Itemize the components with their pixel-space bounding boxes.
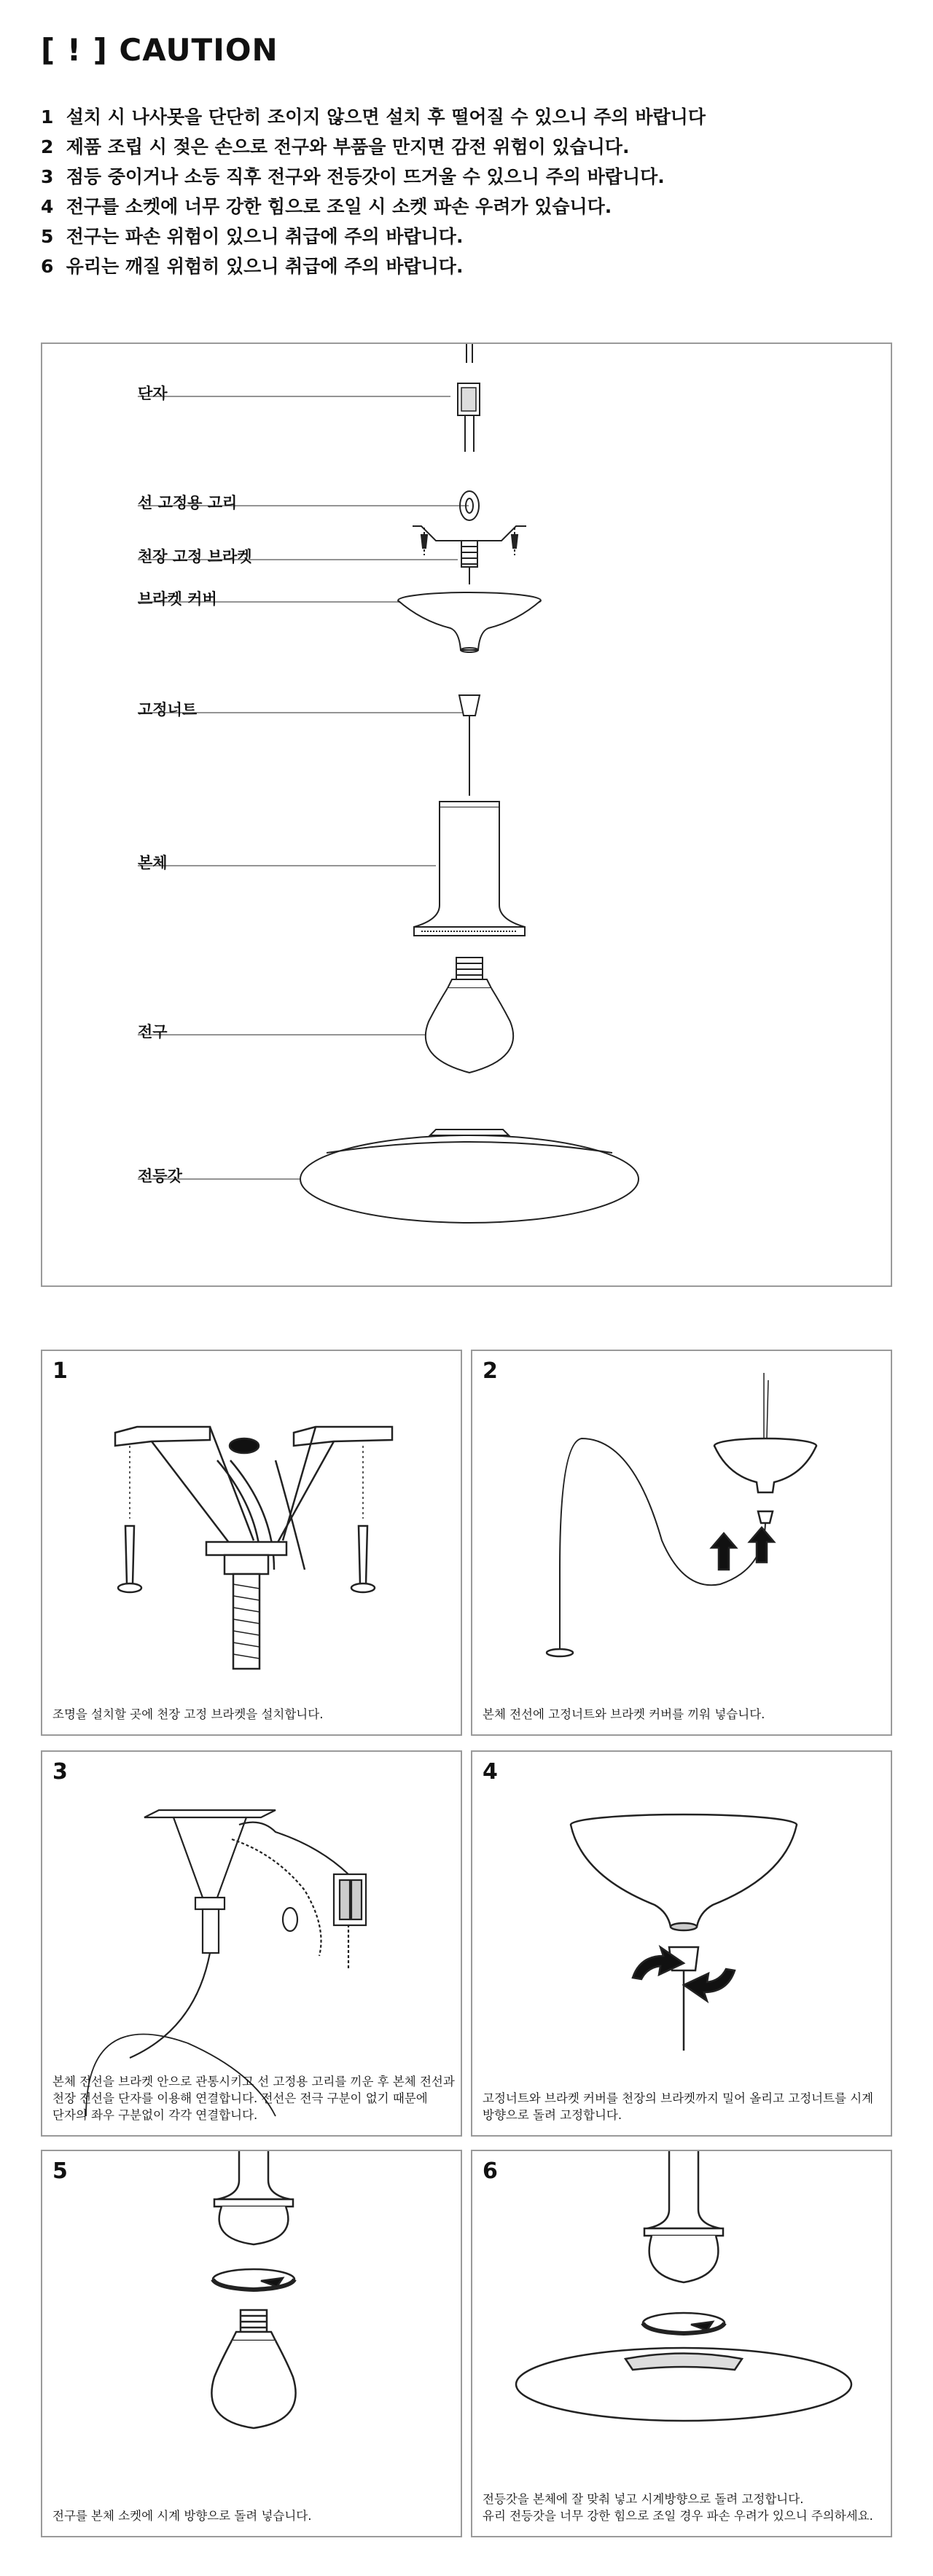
- part-label-fixing-nut: 고정너트: [138, 701, 198, 719]
- step-number: 5: [52, 2158, 68, 2184]
- step-caption: [52, 2073, 455, 2123]
- caution-title: [ ! ] CAUTION: [41, 32, 278, 68]
- caution-item: [41, 192, 706, 222]
- step-caption: [483, 1706, 881, 1723]
- fixing-nut-icon: [459, 695, 480, 796]
- part-label-ceiling-bracket: 천장 고정 브라켓: [138, 548, 252, 565]
- step-4-panel: [471, 1750, 892, 2137]
- lamp-body-icon: [414, 802, 525, 936]
- ceiling-wires-icon: [466, 344, 472, 363]
- caution-item: [41, 251, 706, 281]
- bulb-icon: [426, 958, 513, 1073]
- step-caption: [483, 2491, 881, 2524]
- part-label-shade: 전등갓: [138, 1167, 182, 1185]
- caution-item-text: 전구는 파손 위험이 있으니 취급에 주의 바랍니다.: [66, 226, 464, 247]
- shade-icon: [300, 1130, 639, 1223]
- caution-item-text: 유리는 깨질 위험히 있으니 취급에 주의 바랍니다.: [66, 256, 464, 277]
- caution-item-number: 4: [41, 196, 54, 217]
- step-caption-line: 단자의 좌우 구분없이 각각 연결합니다.: [52, 2108, 258, 2122]
- caution-item: [41, 132, 706, 162]
- step-caption-line: 조명을 설치할 곳에 천장 고정 브라켓을 설치합니다.: [52, 1707, 324, 1721]
- caution-item-text: 제품 조립 시 젖은 손으로 전구와 부품을 만지면 감전 위험이 있습니다.: [66, 136, 630, 157]
- caution-item: [41, 102, 706, 132]
- step-5-illustration: [42, 2151, 461, 2536]
- part-label-bulb: 전구: [138, 1023, 168, 1041]
- step-caption-line: 본체 전선을 브라켓 안으로 관통시키고 선 고정용 고리를 끼운 후 본체 전선과: [52, 2075, 455, 2088]
- exploded-view-illustration: [42, 344, 891, 1285]
- step-number: 3: [52, 1759, 68, 1785]
- caution-item-number: 6: [41, 256, 54, 277]
- caution-item-text: 전구를 소켓에 너무 강한 힘으로 조일 시 소켓 파손 우려가 있습니다.: [66, 196, 612, 217]
- step-5-panel: [41, 2150, 462, 2537]
- step-number: 2: [483, 1358, 498, 1384]
- step-1-panel: [41, 1350, 462, 1736]
- caution-item-text: 점등 중이거나 소등 직후 전구와 전등갓이 뜨거울 수 있으니 주의 바랍니다.: [66, 166, 665, 187]
- caution-item: [41, 162, 706, 192]
- step-number: 6: [483, 2158, 498, 2184]
- part-label-body: 본체: [138, 854, 168, 872]
- step-4-illustration: [472, 1752, 891, 2135]
- step-1-illustration: [42, 1351, 461, 1734]
- caution-item-number: 2: [41, 136, 54, 157]
- bracket-cover-icon: [398, 592, 541, 652]
- caution-list: [41, 102, 706, 281]
- parts-diagram: [41, 342, 892, 1287]
- step-6-panel: [471, 2150, 892, 2537]
- step-3-panel: [41, 1750, 462, 2137]
- step-number: 4: [483, 1759, 498, 1785]
- step-caption: [52, 2508, 450, 2524]
- ceiling-bracket-icon: [413, 526, 526, 584]
- caution-item-number: 3: [41, 166, 54, 187]
- part-label-terminal: 단자: [138, 385, 168, 402]
- step-2-illustration: [472, 1351, 891, 1734]
- step-number: 1: [52, 1358, 68, 1384]
- leader-lines: [138, 396, 469, 1179]
- caution-item-number: 1: [41, 106, 54, 128]
- step-caption-line: 방향으로 돌려 고정합니다.: [483, 2108, 622, 2122]
- step-caption-line: 유리 전등갓을 너무 강한 힘으로 조일 경우 파손 우려가 있으니 주의하세요.: [483, 2509, 873, 2523]
- step-caption: [52, 1706, 450, 1723]
- part-label-wire-ring: 선 고정용 고리: [138, 494, 238, 512]
- terminal-block-icon: [458, 383, 480, 452]
- step-6-illustration: [472, 2151, 891, 2536]
- step-caption-line: 전구를 본체 소켓에 시계 방향으로 돌려 넣습니다.: [52, 2509, 312, 2523]
- step-caption-line: 천장 전선을 단자를 이용해 연결합니다. 전선은 전극 구분이 없기 때문에: [52, 2091, 428, 2105]
- step-caption: [483, 2090, 881, 2123]
- step-2-panel: [471, 1350, 892, 1736]
- part-label-bracket-cover: 브라켓 커버: [138, 590, 217, 608]
- caution-item: [41, 222, 706, 251]
- caution-item-text: 설치 시 나사못을 단단히 조이지 않으면 설치 후 떨어질 수 있으니 주의 바랍니다: [66, 106, 706, 128]
- step-caption-line: 본체 전선에 고정너트와 브라켓 커버를 끼워 넣습니다.: [483, 1707, 765, 1721]
- step-caption-line: 고정너트와 브라켓 커버를 천장의 브라켓까지 밀어 올리고 고정너트를 시계: [483, 2091, 874, 2105]
- step-caption-line: 전등갓을 본체에 잘 맞춰 넣고 시계방향으로 돌려 고정합니다.: [483, 2492, 804, 2506]
- caution-item-number: 5: [41, 226, 54, 247]
